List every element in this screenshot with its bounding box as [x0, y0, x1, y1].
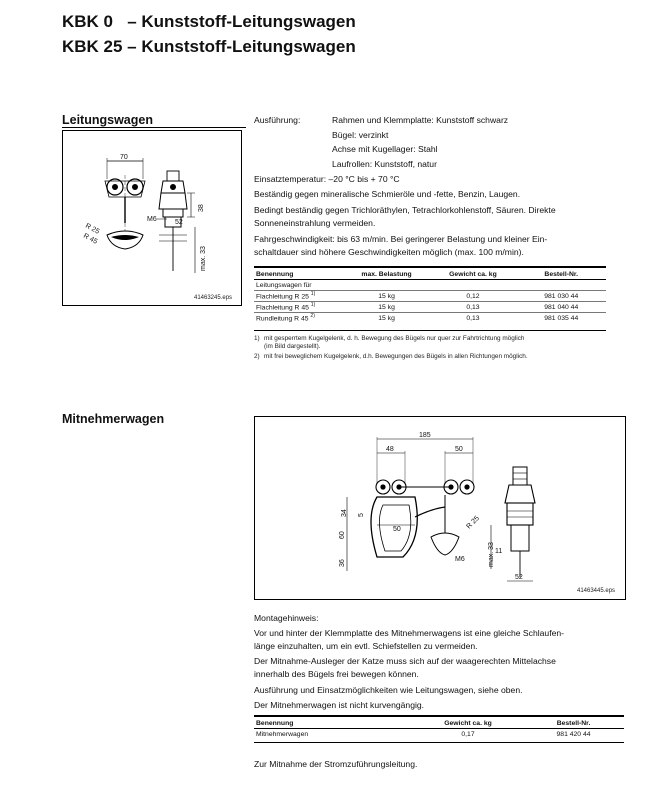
row-name: Mitnehmerwagen	[254, 729, 413, 740]
page-title-line2: KBK 25 – Kunststoff-Leitungswagen	[62, 37, 356, 56]
montage-line-5: Ausführung und Einsatzmöglichkeiten wie Leitungswagen, siehe oben.	[254, 685, 523, 695]
footnote-2: 2) mit frei beweglichem Kugelgelenk, d.h. Bewegungen des Bügels in allen Richtungen möglich.	[254, 353, 528, 360]
montage-line-4: innerhalb des Bügels frei bewegen können.	[254, 669, 419, 679]
montage-line-2: länge einzuhalten, um ein evtl. Schiefstellen zu vermeiden.	[254, 641, 478, 651]
spec-temp: Einsatztemperatur: –20 °C bis + 70 °C	[254, 174, 400, 184]
dim-m6: M6	[147, 216, 157, 223]
section-rule-leitungswagen	[62, 127, 246, 128]
table1-bottom-rule	[254, 330, 606, 331]
col-gewicht: Gewicht ca. kg	[413, 718, 523, 729]
col-max-belastung: max. Belastung	[344, 269, 430, 280]
footnote-1b: (im Bild dargestellt).	[264, 343, 321, 350]
table-row	[254, 729, 624, 740]
spec-line-1: Rahmen und Klemmplatte: Kunststoff schwarz	[332, 115, 509, 125]
dim-max33: max. 33	[200, 246, 207, 271]
spec-label: Ausführung:	[254, 115, 301, 125]
montage-label: Montagehinweis:	[254, 613, 319, 623]
row-name: Flachleitung R 25	[256, 293, 309, 301]
dim-m6: M6	[455, 556, 465, 563]
row-load: 15 kg	[344, 302, 430, 313]
section-heading-leitungswagen: Leitungswagen	[62, 113, 153, 127]
title-code: KBK 0	[62, 12, 114, 31]
dim-38: 38	[198, 204, 205, 212]
dim-36: 36	[339, 559, 346, 567]
section-heading-mitnehmerwagen: Mitnehmerwagen	[62, 412, 165, 426]
table-row	[254, 302, 606, 313]
mitnehmerwagen-table	[254, 718, 624, 739]
col-benennung: Benennung	[254, 718, 413, 729]
mitnehmerwagen-drawing	[254, 416, 626, 600]
table1-top-rule	[254, 266, 606, 268]
body-line-1: Beständig gegen mineralische Schmieröle und -fette, Benzin, Laugen.	[254, 189, 521, 199]
body-line-5: schaltdauer sind höhere Geschwindigkeiten möglich (max. 100 m/min).	[254, 247, 524, 257]
dim-50b: 50	[393, 526, 401, 533]
body-line-3: Sonneneinstrahlung vermeiden.	[254, 218, 376, 228]
dim-48: 48	[386, 446, 394, 453]
col-gewicht: Gewicht ca. kg	[429, 269, 516, 280]
row-weight: 0,12	[429, 291, 516, 302]
leitungswagen-table	[254, 269, 606, 323]
leitungswagen-drawing	[62, 130, 242, 306]
figure-id: 41463245.eps	[194, 295, 233, 301]
row-sup: 1)	[310, 291, 316, 298]
dim-r25: R 25	[465, 515, 481, 531]
montage-line-3: Der Mitnahme-Ausleger der Katze muss sich auf der waagerechten Mittelachse	[254, 656, 556, 666]
row-load: 15 kg	[344, 313, 430, 324]
dim-185: 185	[419, 432, 431, 439]
body-line-2: Bedingt beständig gegen Trichloräthylen, Tetrachlorkohlenstoff, Säuren. Direkte	[254, 205, 556, 215]
table2-top-rule	[254, 715, 624, 717]
montage-line-6: Der Mitnehmerwagen ist nicht kurvengängig.	[254, 700, 425, 710]
row-sup: 2)	[310, 313, 315, 320]
dim-11: 11	[495, 548, 503, 555]
table2-bottom-rule	[254, 742, 624, 743]
montage-line-1: Vor und hinter der Klemmplatte des Mitnehmerwagens ist eine gleiche Schlaufen-	[254, 628, 565, 638]
dim-34: 34	[341, 509, 348, 517]
dim-r45: R 45	[82, 232, 99, 246]
col-bestell-nr: Bestell-Nr.	[516, 269, 606, 280]
col-benennung: Benennung	[254, 269, 344, 280]
row-name: Rundleitung R 45	[256, 315, 309, 323]
row-sup: 1)	[310, 302, 316, 309]
col-bestell-nr: Bestell-Nr.	[523, 718, 624, 729]
dim-50a: 50	[455, 446, 463, 453]
dim-52: 52	[175, 219, 183, 226]
row-weight: 0,17	[413, 729, 523, 740]
row-order: 981 040 44	[516, 302, 606, 313]
dim-max33: max. 33	[488, 542, 495, 567]
dim-5: 5	[358, 513, 365, 517]
figure-id: 41463445.eps	[577, 588, 616, 594]
footnote-1: 1) mit gesperrtem Kugelgelenk, d. h. Bewegung des Bügels nur quer zur Fahrtrichtung möglich	[254, 335, 525, 342]
spec-line-4: Laufrollen: Kunststoff, natur	[332, 159, 437, 169]
body-line-4: Fahrgeschwindigkeit: bis 63 m/min. Bei geringerer Belastung und kleiner Ein-	[254, 234, 548, 244]
leitungswagen-svg	[63, 131, 241, 305]
group-label: Leitungswagen für	[254, 280, 344, 291]
dim-60: 60	[339, 531, 346, 539]
footer-note: Zur Mitnahme der Stromzuführungsleitung.	[254, 759, 418, 769]
row-name: Flachleitung R 45	[256, 304, 309, 312]
row-weight: 0,13	[429, 313, 516, 324]
spec-line-3: Achse mit Kugellager: Stahl	[332, 144, 438, 154]
table-row	[254, 313, 606, 324]
row-load: 15 kg	[344, 291, 430, 302]
dim-r25: R 25	[84, 222, 101, 236]
mitnehmerwagen-svg	[255, 417, 625, 599]
row-order: 981 420 44	[523, 729, 624, 740]
title-text: – Kunststoff-Leitungswagen	[127, 12, 356, 31]
dim-width-70: 70	[120, 154, 128, 161]
row-order: 981 035 44	[516, 313, 606, 324]
row-weight: 0,13	[429, 302, 516, 313]
spec-line-2: Bügel: verzinkt	[332, 130, 389, 140]
dim-52: 52	[515, 574, 523, 581]
page-title-line1	[62, 12, 356, 32]
row-order: 981 030 44	[516, 291, 606, 302]
table-row	[254, 291, 606, 302]
table-row-group	[254, 280, 606, 291]
